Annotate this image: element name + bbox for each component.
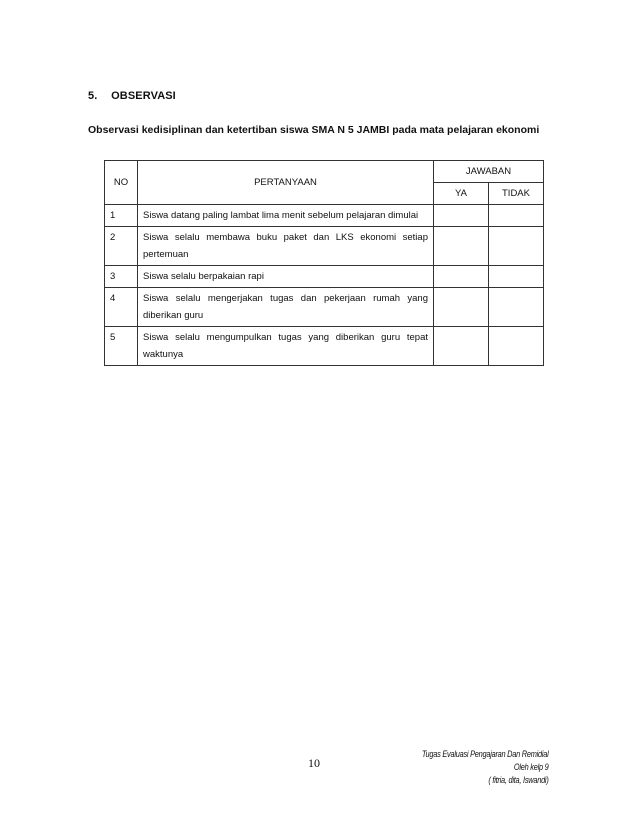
row-question: Siswa selalu mengerjakan tugas dan pekerjaan rumah yang diberikan guru xyxy=(138,288,434,327)
answer-no-cell xyxy=(489,288,544,327)
header-question: PERTANYAAN xyxy=(138,161,434,205)
table-row xyxy=(105,205,544,227)
row-question: Siswa selalu berpakaian rapi xyxy=(138,266,434,288)
answer-no-cell xyxy=(489,327,544,366)
footer-note-line1: Tugas Evaluasi Pengajaran Dan Remidial xyxy=(422,749,549,759)
row-number: 2 xyxy=(105,227,138,266)
section-heading xyxy=(88,90,176,102)
observation-subtitle: Observasi kedisiplinan dan ketertiban siswa SMA N 5 JAMBI pada mata pelajaran ekonomi xyxy=(88,124,540,136)
answer-yes-cell xyxy=(434,227,489,266)
table-row xyxy=(105,327,544,366)
observation-table xyxy=(104,160,544,366)
section-title: OBSERVASI xyxy=(111,90,176,102)
header-no: NO xyxy=(105,161,138,205)
answer-yes-cell xyxy=(434,327,489,366)
footer-note xyxy=(422,748,549,787)
section-number: 5. xyxy=(88,90,98,102)
answer-yes-cell xyxy=(434,266,489,288)
table-header-row xyxy=(105,161,544,183)
answer-yes-cell xyxy=(434,288,489,327)
row-question: Siswa selalu membawa buku paket dan LKS ekonomi setiap pertemuan xyxy=(138,227,434,266)
row-number: 1 xyxy=(105,205,138,227)
table-row xyxy=(105,288,544,327)
table-row xyxy=(105,227,544,266)
answer-no-cell xyxy=(489,266,544,288)
footer-note-line3: ( fitria, dita, Iswandi) xyxy=(488,775,549,785)
table-row xyxy=(105,266,544,288)
answer-no-cell xyxy=(489,205,544,227)
page-number: 10 xyxy=(308,756,320,770)
answer-no-cell xyxy=(489,227,544,266)
row-number: 4 xyxy=(105,288,138,327)
row-number: 3 xyxy=(105,266,138,288)
header-no-answer: TIDAK xyxy=(489,183,544,205)
footer-note-line2: Oleh kelp 9 xyxy=(514,762,549,772)
answer-yes-cell xyxy=(434,205,489,227)
row-question: Siswa selalu mengumpulkan tugas yang diberikan guru tepat waktunya xyxy=(138,327,434,366)
header-answer: JAWABAN xyxy=(434,161,544,183)
row-number: 5 xyxy=(105,327,138,366)
header-yes: YA xyxy=(434,183,489,205)
row-question: Siswa datang paling lambat lima menit sebelum pelajaran dimulai xyxy=(138,205,434,227)
